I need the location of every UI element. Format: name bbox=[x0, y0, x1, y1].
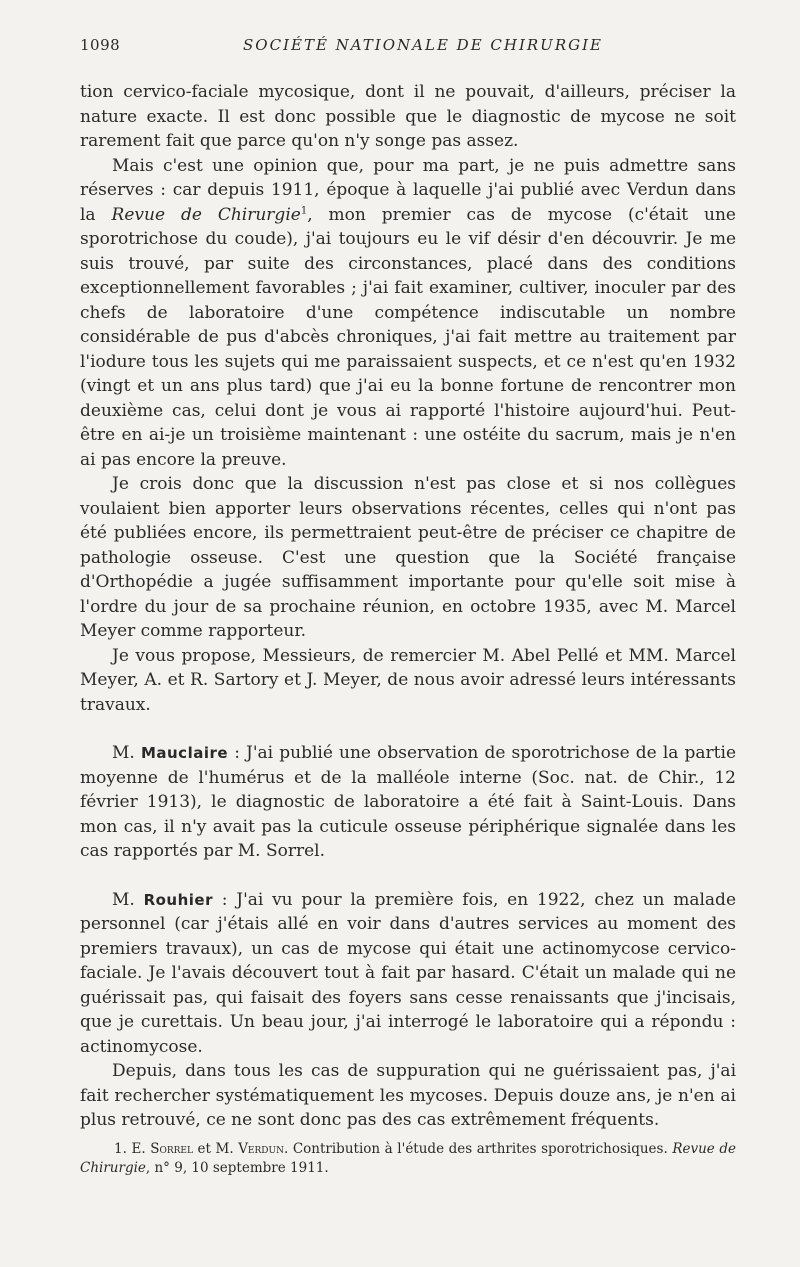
footnote-number: 1. bbox=[114, 1141, 132, 1157]
paragraph-text: , mon premier cas de mycose (c'était une sporotrichose du coude), j'ai toujours eu le vif désir d'en découvrir. Je me suis trouvé, par suite des circonstances, placé dans des conditions exceptionnellement favorables ; j'ai fait examiner, cultiver, inoculer par des chefs de laboratoire d'une compétence indiscutable un nombre considérable de pus d'abcès chroniques, j'ai fait mettre au traitement par l'iodure tous les sujets qui me paraissaient suspects, et ce n'est qu'en 1932 (vingt et un ans plus tard) que j'ai eu la bonne fortune de rencontrer mon deuxième cas, celui dont je vous ai rapporté l'histoire aujourd'hui. Peut-être en ai-je un troisième maintenant : une ostéite du sacrum, mais je n'en ai pas encore la preuve. bbox=[80, 204, 736, 470]
footnote-reference: 1 bbox=[300, 204, 308, 216]
speech-rouhier bbox=[80, 888, 736, 1060]
footnote-author: Verdun bbox=[238, 1141, 284, 1157]
speech-text: : J'ai publié une observation de sporotrichose de la partie moyenne de l'humérus et de la malléole interne (Soc. nat. de Chir., 12 février 1913), le diagnostic de laboratoire a été fait à Saint-Louis. Dans mon cas, il n'y avait pas la cuticule osseuse périphérique signalée dans les cas rapportés par M. Sorrel. bbox=[80, 743, 737, 861]
journal-title: Revue de Chirurgie bbox=[111, 204, 301, 225]
page-number: 1098 bbox=[80, 36, 121, 54]
footnote-title: . Contribution à l'étude des arthrites sporotrichosiques. bbox=[283, 1141, 673, 1157]
paragraph bbox=[80, 154, 736, 473]
footnote-author: E. Sorrel bbox=[131, 1141, 193, 1157]
running-title: SOCIÉTÉ NATIONALE DE CHIRURGIE bbox=[243, 36, 603, 54]
paragraph: tion cervico-faciale mycosique, dont il ne pouvait, d'ailleurs, préciser la nature exacte. Il est donc possible que le diagnostic de mycose ne soit rarement fait que parce qu'on n'y songe pas assez. bbox=[80, 82, 736, 151]
speech-mauclaire bbox=[80, 741, 736, 864]
speech-text: : J'ai vu pour la première fois, en 1922, chez un malade personnel (car j'étais allé en voir dans d'autres services au moment des premiers travaux), un cas de mycose qui était une actinomycose cervico-faciale. Je l'avais découvert tout à fait par hasard. C'était un malade qui ne guérissait pas, qui faisait des foyers sans cesse renaissants que j'incisais, que je curettais. Un beau jour, j'ai interrogé le laboratoire qui a répondu : actinomycose. bbox=[80, 889, 737, 1057]
footnote-journal: Revue de Chirurgie bbox=[80, 1141, 737, 1176]
paragraph: Je vous propose, Messieurs, de remercier M. Abel Pellé et MM. Marcel Meyer, A. et R. Sartory et J. Meyer, de nous avoir adressé leurs intéressants travaux. bbox=[80, 645, 736, 715]
paragraph: Depuis, dans tous les cas de suppuration qui ne guérissaient pas, j'ai fait rechercher systématiquement les mycoses. Depuis douze ans, je n'en ai plus retrouvé, ce ne sont donc pas des cas extrêmement fréquents. bbox=[80, 1061, 736, 1130]
footnote-details: , n° 9, 10 septembre 1911. bbox=[145, 1160, 329, 1176]
body-text bbox=[80, 80, 736, 1133]
footnote-text: et M. bbox=[192, 1141, 239, 1157]
paragraph-text: Mais c'est une opinion que, pour ma part, je ne puis admettre sans réserves : car depuis 1911, époque à laquelle j'ai publié avec Verdun dans la bbox=[80, 155, 736, 225]
speaker-prefix: M. bbox=[112, 889, 144, 910]
speaker-name: Rouhier bbox=[143, 890, 214, 909]
paragraph: Je crois donc que la discussion n'est pas close et si nos collègues voulaient bien apporter leurs observations récentes, celles qui n'ont pas été publiées encore, ils permettraient peut-être de préciser ce chapitre de pathologie osseuse. C'est une question que la Société française d'Orthopédie a jugée suffisamment importante pour qu'elle soit mise à l'ordre du jour de sa prochaine réunion, en octobre 1935, avec M. Marcel Meyer comme rapporteur. bbox=[80, 474, 736, 641]
speaker-prefix: M. bbox=[112, 743, 141, 763]
footnote bbox=[80, 1140, 736, 1178]
speaker-name: Mauclaire bbox=[140, 744, 229, 762]
page-header bbox=[80, 36, 736, 60]
